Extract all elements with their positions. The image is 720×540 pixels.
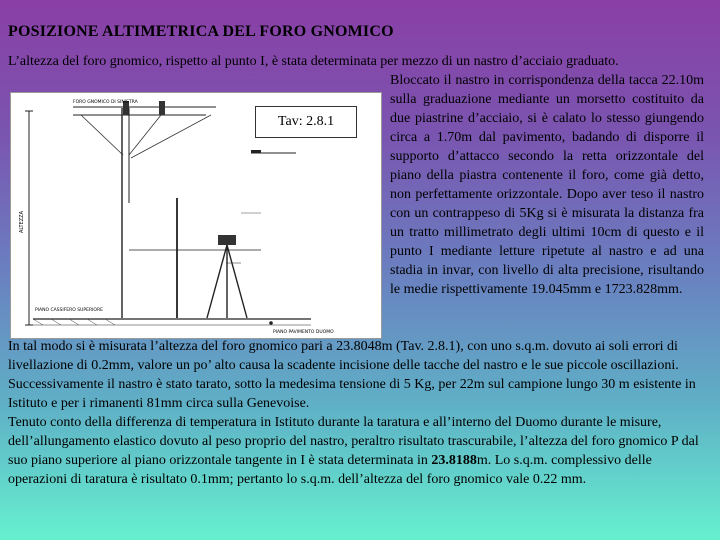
bottom-paragraph-1: In tal modo si è misurata l’altezza del foro gnomico pari a 23.8048m (Tav. 2.8.1), con uno s.q.m. dovuto ai soli errori di livellazione di 0.2mm, valore un po’ alto causa la scadente incisione delle tacche del nastro e le sue piccole oscillazioni. [8,339,679,373]
tav-label: Tav: 2.8.1 [255,106,357,138]
bottom-paragraph-3 [8,413,714,489]
right-paragraph: Bloccato il nastro in corrispondenza della tacca 22.10m sulla graduazione mediante un morsetto costituito da due piastrine d’acciaio, si è calato lo stesso giungendo circa a 1.70m dal pavimento, badando di disporre il supporto d’attacco secondo la retta orizzontale del piano della piastra contenente il foro, come già detto, non perfettamente orizzontale. Dopo aver teso il nastro con un contrappeso di 5Kg si è misurata la distanza fra un tratto millimetrato degli ultimi 10cm di questo e il punto I mediante letture ripetute al nastro e ad una stadia in invar, con livello di alta precisione, risultando le medie rispettivamente 19.045mm e 1723.828mm. [390,73,704,297]
p3-pre: Tenuto conto della differenza di temperatura in Istituto durante la taratura e all’interno del Duomo durante le misure, dell’allungamento elastico dovuto al peso proprio del nastro, peraltro risultato trascurabile, l’altezza del foro gnomico P dal suo piano superiore al piano orizzontale tangente in I è stata determinata in [8,415,699,468]
intro-paragraph: L’altezza del foro gnomico, rispetto al punto I, è stata determinata per mezzo di un nastro d’acciaio graduato. [8,54,619,69]
label-top-left: FORO GNOMICO DI SINISTRA [73,100,138,105]
result-value: 23.8188 [431,453,477,468]
label-bottom-left: PIANO CASSIFERO SUPERIORE [35,308,103,313]
bottom-paragraph-2: Successivamente il nastro è stato tarato, sotto la medesima tensione di 5 Kg, per 22m sul campione lungo 30 m esistente in Istituto e per i rimanenti 81mm circa sulla Genevoise. [8,377,696,411]
p3-post: m. Lo s.q.m. complessivo delle operazioni di taratura è risultato 0.1mm; pertanto lo s.q.m. dell’altezza del foro gnomico vale 0.22 mm. [8,453,652,487]
label-side: ALTEZZA [19,210,25,233]
bottom-text [8,337,714,489]
page-title: POSIZIONE ALTIMETRICA DEL FORO GNOMICO [8,23,394,40]
label-bottom-right: PIANO PAVIMENTO DUOMO [273,330,334,335]
